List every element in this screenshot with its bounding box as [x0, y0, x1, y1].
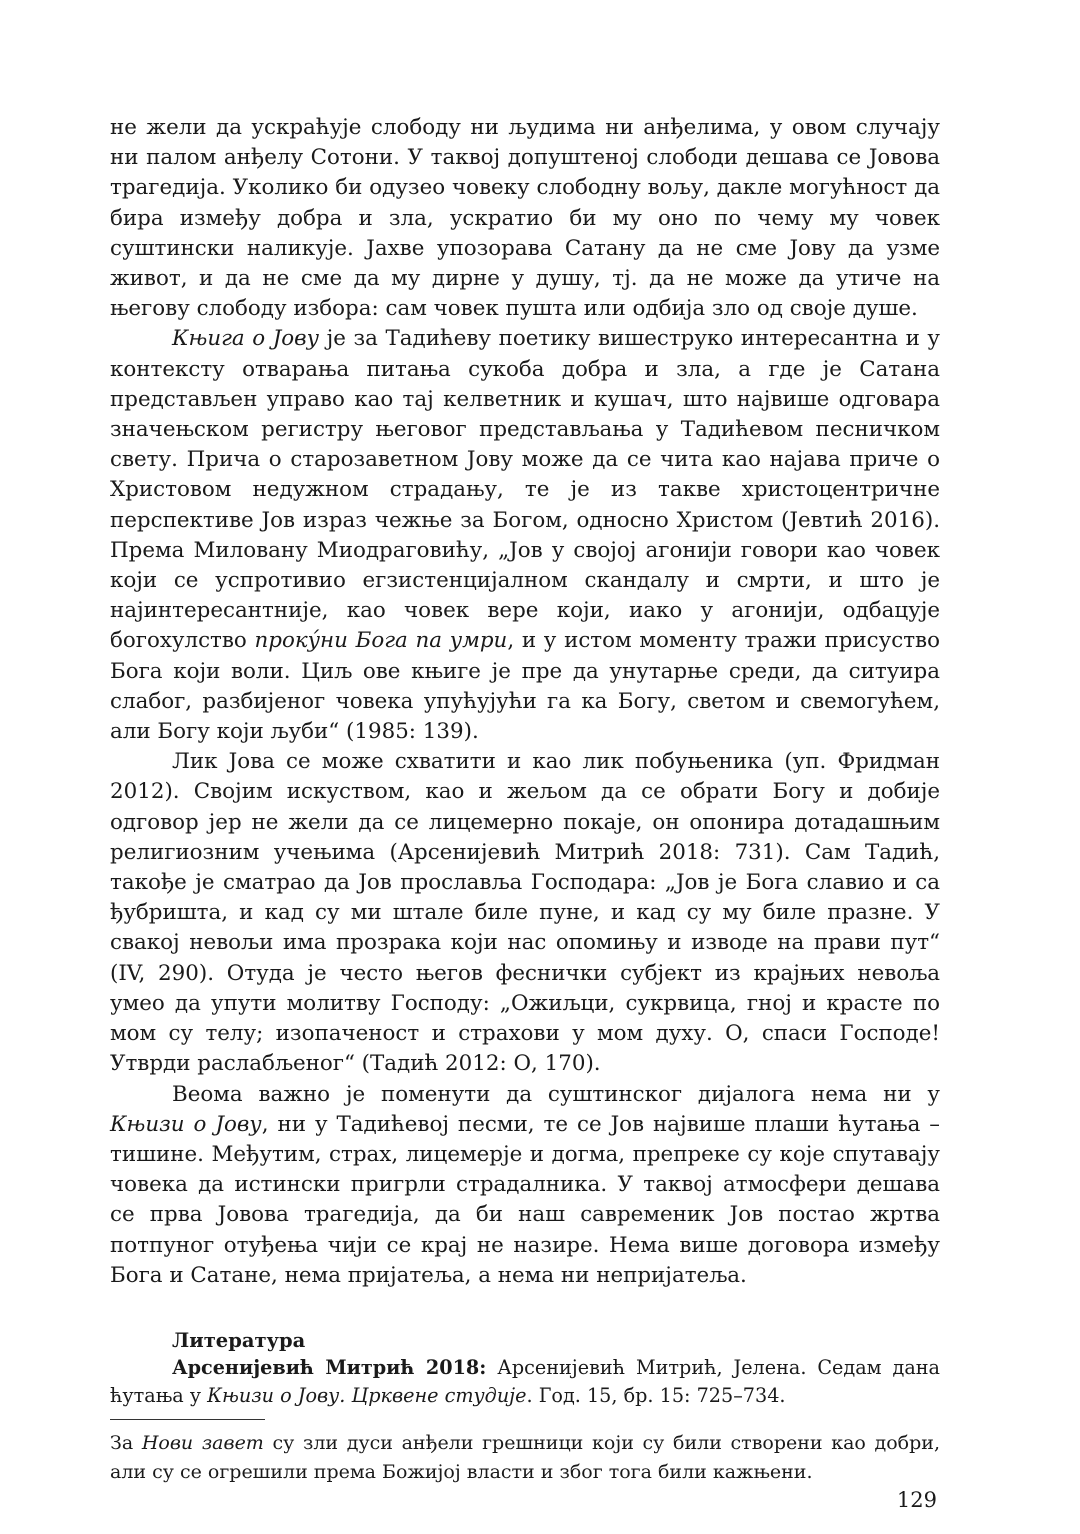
paragraph-4-text-b: , ни у Тадићевој песми, те се Јов највише плаши ћутања – тишине. Међутим, страх, лицемерје и догма, препреке су које спутавају човека да истински пригрли страдалника. У таквој атмосфери дешава се прва Јовова трагедија, да би наш савременик Јов постао жртва потпуног отуђења чији се крај не назире. Нема више договора између Бога и Сатане, нема пријатеља, а нема ни непријатеља. [110, 1111, 940, 1288]
page-number: 129 [896, 1488, 937, 1512]
reference-entry [110, 1354, 940, 1411]
page-content [110, 113, 940, 1411]
paragraph-2-text-a: је за Тадићеву поетику вишеструко интересантна и у контексту отварања питања сукоба добра и зла, а где је Сатана представљен управо као тај келветник и кушач, што највише одговара значењском регистру његовог представљања у Тадићевом песничком свету. Прича о старозаветном Јову може да се чита као најава приче о Христовом недужном страдању, те је из такве христоцентричне перспективе Јов израз чежње за Богом, односно Христом (Јевтић 2016). Према Миловану Миодраговићу, „Јов у својој агонији говори као човек који се успротивио егзистенцијалном скандалу и смрти, и што је најинтересантније, као човек вере који, иако у агонији, одбацује богохулство [110, 326, 940, 654]
footnote-divider [110, 1419, 265, 1420]
paragraph-4-text-a: Веома важно је поменути да суштинског дијалога нема ни у [172, 1081, 940, 1107]
reference-text-b: . Год. 15, бр. 15: 725–734. [526, 1384, 786, 1408]
italic-quote-phrase: проку́ни Бога па умри [254, 628, 508, 654]
paragraph-2 [110, 324, 940, 747]
book-title-italic: Књига о Јову [172, 326, 320, 352]
reference-author: Арсенијевић Митрић 2018: [172, 1355, 487, 1379]
paragraph-2-text-b: , и у истом моменту тражи присуство Бога који воли. Циљ ове књиге је пре да унутарње среди, да ситуира слабог, разбијеног човека упућујући га ка Богу, светом и свемогућем, али Богу који љуби“ (1985: 139). [110, 628, 940, 745]
paragraph-4 [110, 1080, 940, 1291]
reference-italic-title: Књизи о Јову. Црквене студије [207, 1384, 527, 1408]
footnote [110, 1429, 940, 1486]
reference-text-a: Арсенијевић Митрић, Јелена. Седам дана ћутања у [110, 1355, 940, 1408]
body-text [110, 113, 940, 1291]
footnote-italic: Нови завет [141, 1432, 264, 1454]
book-title-italic: Књизи о Јову [110, 1111, 262, 1137]
references-section [110, 1327, 940, 1411]
references-heading: Литература [172, 1328, 306, 1352]
footnote-text-b: су зли дуси анђели грешници који су били створени као добри, али су се огрешили према Божијој власти и због тога били кажњени. [110, 1432, 940, 1483]
paragraph-1: не жели да ускраћује слободу ни људима ни анђелима, у овом случају ни палом анђелу Сотони. У таквој допуштеној слободи дешава се Јовова трагедија. Уколико би одузео човеку слободну вољу, дакле могућност да бира између добра и зла, ускратио би му оно по чему му човек суштински наликује. Јахве упозорава Сатану да не сме Јову да узме живот, и да не сме да му дирне у душу, тј. да не може да утиче на његову слободу избора: сам човек пушта или одбија зло од своје душе. [110, 115, 940, 322]
footnote-text-a: За [110, 1432, 142, 1454]
paragraph-3: Лик Јова се може схватити и као лик побуњеника (уп. Фридман 2012). Својим искуством, као и жељом да се обрати Богу и добије одговор јер не жели да се лицемерно покаје, он опонира дотадашњим религиозним учењима (Арсенијевић Митрић 2018: 731). Сам Тадић, такође је сматрао да Јов прославља Господара: „Јов је Бога славио и са ђубришта, и кад су ми штале биле пуне, и кад су му биле празне. У свакој невољи има прозрака који нас опомињу и изводе на прави пут“ (IV, 290). Отуда је често његов феснички субјект из крајњих невоља умео да упути молитву Господу: „Ожиљци, сукрвица, гној и красте по мом су телу; изопаченост и страхови у мом духу. О, спаси Господе! Утврди раслабљеног“ (Тадић 2012: О, 170). [110, 749, 940, 1077]
